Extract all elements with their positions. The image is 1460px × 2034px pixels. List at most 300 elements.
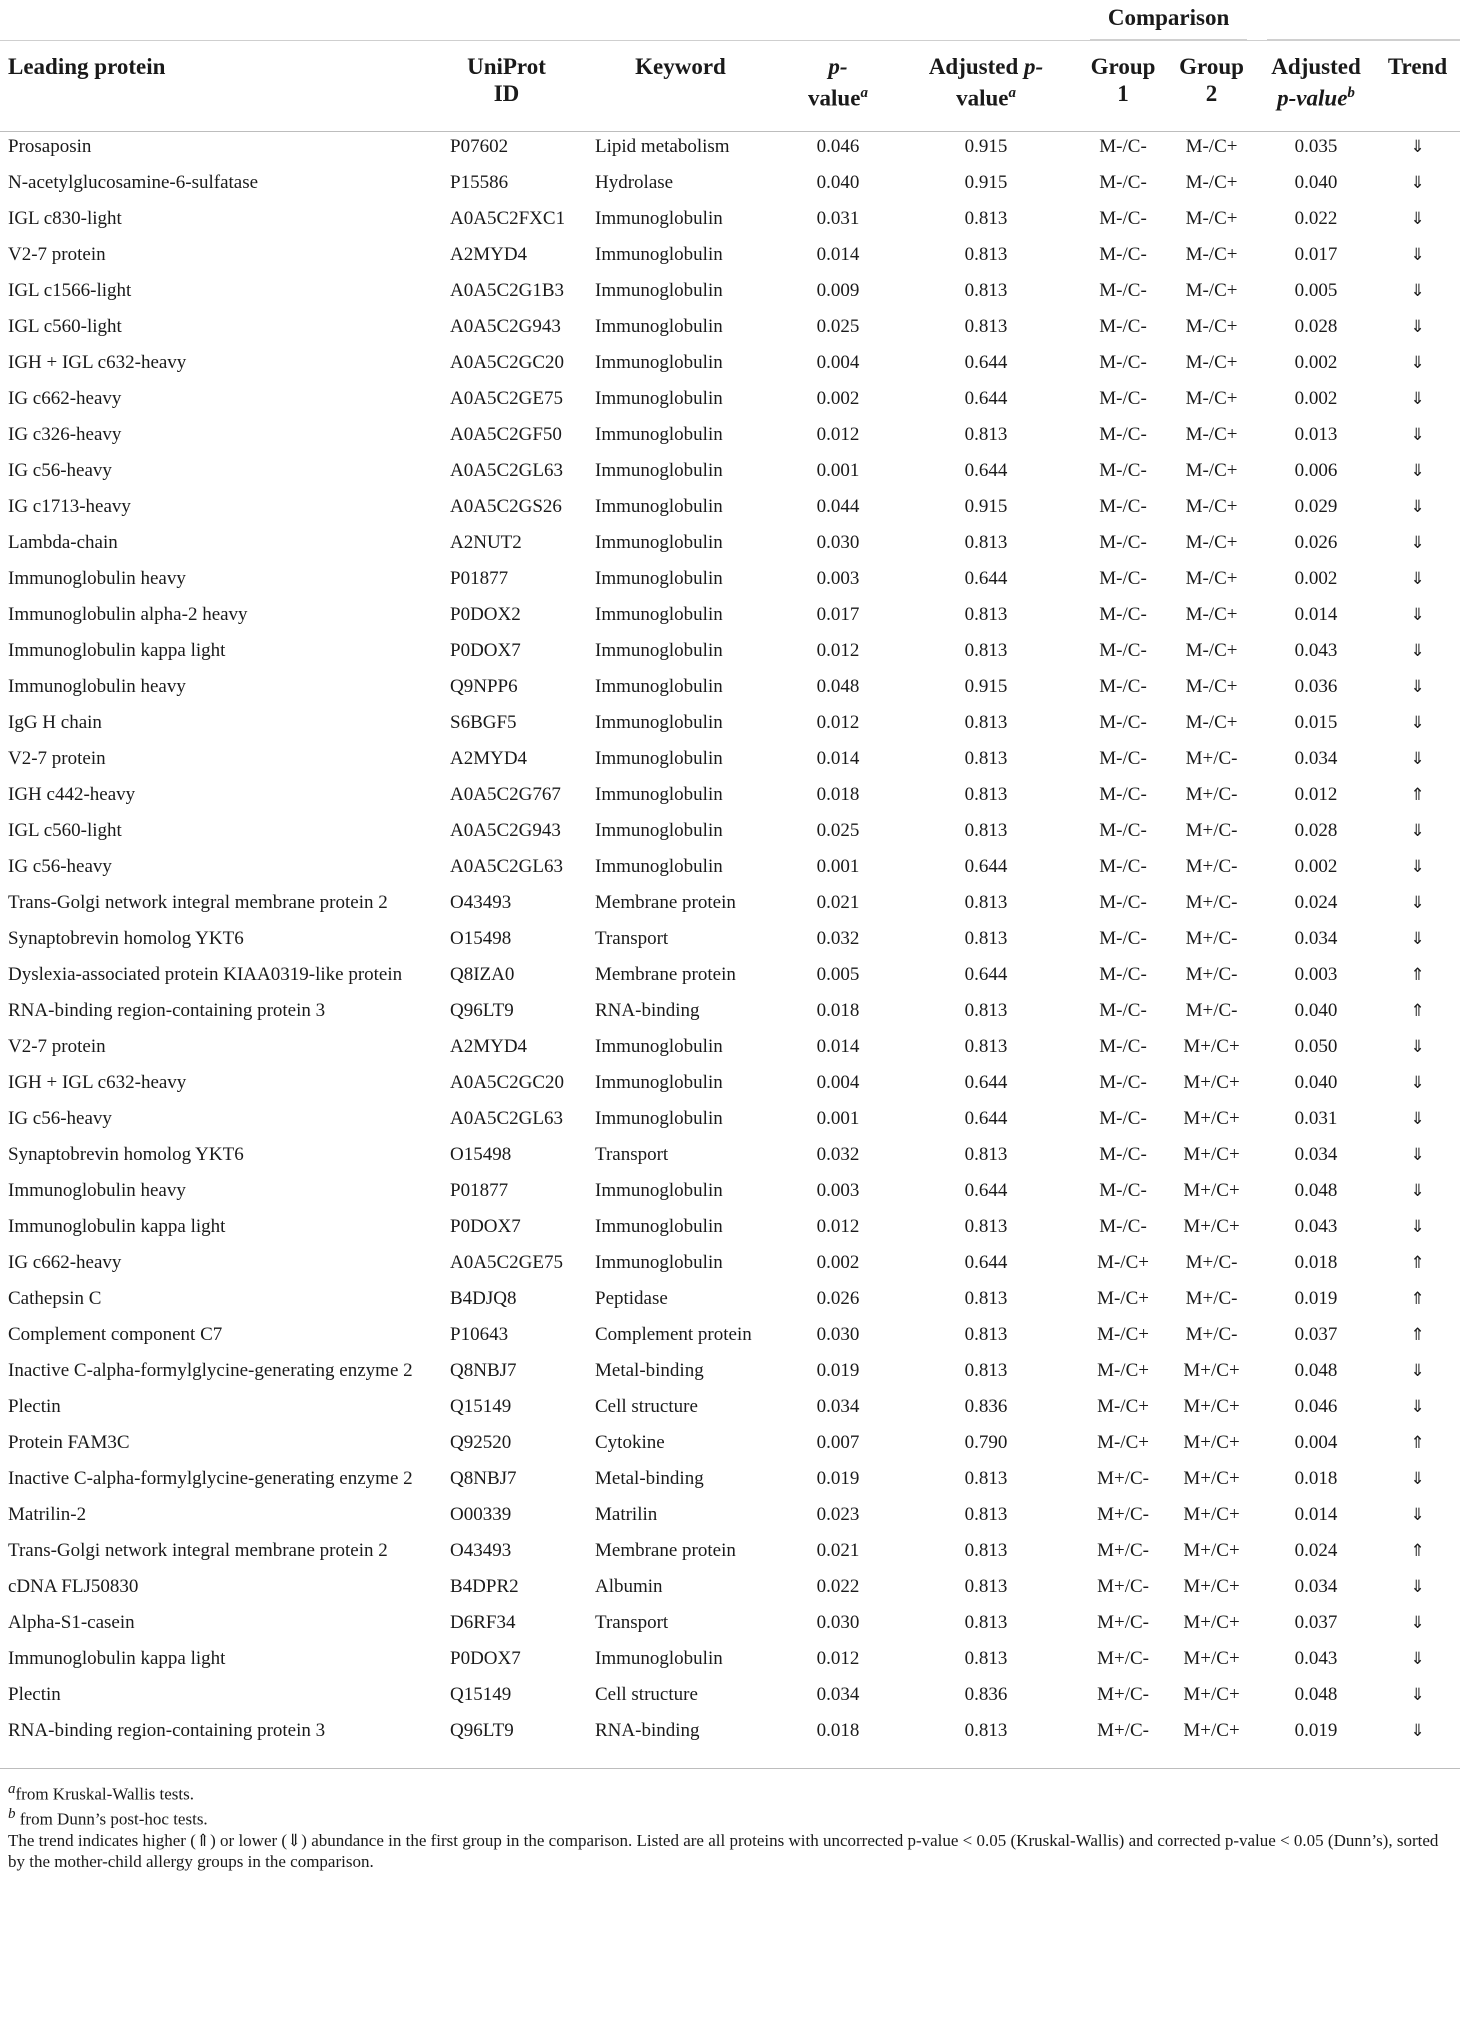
- cell-trend: ⇑: [1410, 784, 1425, 805]
- table-row: [0, 852, 1460, 888]
- cell-uniprot-id: Q96LT9: [450, 1719, 514, 1741]
- cell-keyword: Immunoglobulin: [595, 531, 723, 553]
- cell-protein: Immunoglobulin kappa light: [8, 639, 226, 661]
- cell-keyword: Matrilin: [595, 1503, 658, 1525]
- cell-adjusted-p-value: 0.644: [964, 1071, 1008, 1093]
- cell-group-1: M-/C-: [1099, 1035, 1147, 1057]
- table-row: [0, 1032, 1460, 1068]
- cell-keyword: Immunoglobulin: [595, 1071, 723, 1093]
- cell-adjusted-p-value: 0.813: [964, 603, 1008, 625]
- table-row: [0, 888, 1460, 924]
- cell-group-2: M+/C-: [1185, 891, 1238, 913]
- cell-protein: IGL c830-light: [8, 207, 122, 229]
- cell-p-value: 0.021: [816, 891, 860, 913]
- cell-trend: ⇓: [1410, 280, 1425, 301]
- cell-trend: ⇓: [1410, 316, 1425, 337]
- cell-trend: ⇓: [1410, 137, 1425, 157]
- cell-adjusted-p-value: 0.813: [964, 1215, 1008, 1237]
- table-row: [0, 1248, 1460, 1284]
- table-row: [0, 1104, 1460, 1140]
- cell-group-1: M-/C+: [1097, 1251, 1149, 1273]
- table-row: [0, 348, 1460, 384]
- cell-trend: ⇑: [1410, 1000, 1425, 1021]
- cell-uniprot-id: B4DJQ8: [450, 1287, 517, 1309]
- cell-adjusted-p-value: 0.836: [964, 1395, 1008, 1417]
- cell-trend: ⇓: [1410, 892, 1425, 913]
- cell-group-1: M-/C-: [1099, 855, 1147, 877]
- cell-group-1: M+/C-: [1097, 1539, 1149, 1561]
- cell-uniprot-id: A0A5C2G943: [450, 819, 561, 841]
- cell-adjusted-p-value: 0.813: [964, 315, 1008, 337]
- cell-adjusted-p-value: 0.813: [964, 747, 1008, 769]
- cell-trend: ⇓: [1410, 460, 1425, 481]
- cell-adjusted-p-value: 0.813: [964, 1611, 1008, 1633]
- cell-adjusted-p-value: 0.644: [964, 1179, 1008, 1201]
- cell-adjusted-p-value-dunn: 0.006: [1294, 459, 1338, 481]
- cell-p-value: 0.032: [816, 927, 860, 949]
- cell-adjusted-p-value: 0.915: [964, 675, 1008, 697]
- table-row: [0, 780, 1460, 816]
- cell-protein: Inactive C-alpha-formylglycine-generating enzyme 2: [8, 1359, 413, 1381]
- cell-trend: ⇓: [1410, 748, 1425, 769]
- cell-group-2: M+/C-: [1185, 999, 1238, 1021]
- cell-adjusted-p-value: 0.813: [964, 1575, 1008, 1597]
- cell-uniprot-id: A0A5C2GC20: [450, 351, 565, 373]
- cell-group-1: M+/C-: [1097, 1719, 1149, 1741]
- cell-adjusted-p-value-dunn: 0.019: [1294, 1719, 1338, 1741]
- col-group-2: Group 2: [1166, 41, 1257, 132]
- cell-adjusted-p-value: 0.813: [964, 423, 1008, 445]
- cell-group-1: M-/C-: [1099, 243, 1147, 265]
- cell-keyword: Membrane protein: [595, 1539, 736, 1561]
- cell-p-value: 0.003: [816, 1179, 860, 1201]
- cell-trend: ⇓: [1410, 1648, 1425, 1669]
- cell-protein: RNA-binding region-containing protein 3: [8, 1719, 326, 1741]
- cell-uniprot-id: O15498: [450, 1143, 512, 1165]
- cell-group-2: M+/C+: [1183, 1683, 1240, 1705]
- cell-group-2: M+/C-: [1185, 747, 1238, 769]
- cell-group-2: M-/C+: [1185, 171, 1238, 193]
- cell-adjusted-p-value: 0.915: [964, 171, 1008, 193]
- cell-adjusted-p-value-dunn: 0.018: [1294, 1251, 1338, 1273]
- cell-uniprot-id: Q8IZA0: [450, 963, 515, 985]
- cell-group-2: M-/C+: [1185, 351, 1238, 373]
- cell-protein: Immunoglobulin heavy: [8, 675, 186, 697]
- cell-adjusted-p-value: 0.813: [964, 783, 1008, 805]
- cell-uniprot-id: P0DOX2: [450, 603, 521, 625]
- cell-group-2: M-/C+: [1185, 459, 1238, 481]
- comparison-group-header: Comparison: [1080, 0, 1257, 41]
- cell-trend: ⇓: [1410, 1216, 1425, 1237]
- cell-trend: ⇑: [1410, 1432, 1425, 1453]
- cell-keyword: Transport: [595, 927, 669, 949]
- cell-uniprot-id: A0A5C2GE75: [450, 387, 563, 409]
- cell-p-value: 0.018: [816, 999, 860, 1021]
- cell-group-2: M+/C+: [1183, 1719, 1240, 1741]
- cell-protein: Trans-Golgi network integral membrane protein 2: [8, 891, 388, 913]
- cell-group-1: M-/C-: [1099, 1107, 1147, 1129]
- cell-group-1: M-/C-: [1099, 387, 1147, 409]
- cell-p-value: 0.032: [816, 1143, 860, 1165]
- cell-adjusted-p-value-dunn: 0.034: [1294, 747, 1338, 769]
- cell-keyword: Immunoglobulin: [595, 279, 723, 301]
- cell-protein: IGH + IGL c632-heavy: [8, 1071, 187, 1093]
- cell-adjusted-p-value: 0.813: [964, 1539, 1008, 1561]
- cell-p-value: 0.001: [816, 1107, 860, 1129]
- cell-adjusted-p-value: 0.644: [964, 459, 1008, 481]
- cell-uniprot-id: Q8NBJ7: [450, 1467, 517, 1489]
- table-row: [0, 636, 1460, 672]
- cell-group-1: M-/C-: [1099, 639, 1147, 661]
- cell-group-1: M-/C-: [1099, 783, 1147, 805]
- cell-p-value: 0.031: [816, 207, 860, 229]
- cell-group-1: M-/C-: [1099, 423, 1147, 445]
- cell-group-1: M-/C-: [1099, 207, 1147, 229]
- cell-p-value: 0.009: [816, 279, 860, 301]
- cell-group-2: M-/C+: [1185, 531, 1238, 553]
- cell-keyword: Immunoglobulin: [595, 315, 723, 337]
- table-row: [0, 456, 1460, 492]
- cell-keyword: Immunoglobulin: [595, 639, 723, 661]
- cell-p-value: 0.004: [816, 1071, 860, 1093]
- cell-protein: N-acetylglucosamine-6-sulfatase: [8, 171, 259, 193]
- cell-adjusted-p-value: 0.790: [964, 1431, 1008, 1453]
- cell-adjusted-p-value: 0.644: [964, 1107, 1008, 1129]
- table-row: [0, 1428, 1460, 1464]
- cell-group-2: M+/C+: [1183, 1071, 1240, 1093]
- table-row: [0, 1572, 1460, 1608]
- cell-uniprot-id: A0A5C2GF50: [450, 423, 562, 445]
- table-row: [0, 1536, 1460, 1572]
- cell-p-value: 0.017: [816, 603, 860, 625]
- table-row: [0, 1680, 1460, 1716]
- cell-p-value: 0.014: [816, 243, 860, 265]
- cell-group-1: M-/C-: [1099, 711, 1147, 733]
- cell-adjusted-p-value: 0.644: [964, 963, 1008, 985]
- cell-p-value: 0.012: [816, 711, 860, 733]
- cell-adjusted-p-value: 0.813: [964, 1287, 1008, 1309]
- cell-group-1: M+/C-: [1097, 1467, 1149, 1489]
- cell-trend: ⇓: [1410, 1504, 1425, 1525]
- cell-p-value: 0.034: [816, 1683, 860, 1705]
- cell-adjusted-p-value-dunn: 0.040: [1294, 999, 1338, 1021]
- cell-keyword: Transport: [595, 1143, 669, 1165]
- cell-group-2: M-/C+: [1185, 423, 1238, 445]
- table-row: [0, 204, 1460, 240]
- cell-group-1: M-/C-: [1099, 675, 1147, 697]
- cell-uniprot-id: Q15149: [450, 1395, 512, 1417]
- cell-protein: Immunoglobulin kappa light: [8, 1647, 226, 1669]
- cell-group-2: M+/C+: [1183, 1467, 1240, 1489]
- cell-adjusted-p-value: 0.915: [964, 136, 1008, 157]
- cell-trend: ⇓: [1410, 1036, 1425, 1057]
- table-row: [0, 996, 1460, 1032]
- cell-keyword: RNA-binding: [595, 1719, 700, 1741]
- cell-trend: ⇓: [1410, 604, 1425, 625]
- cell-keyword: Lipid metabolism: [595, 136, 730, 157]
- table-row: [0, 1212, 1460, 1248]
- cell-adjusted-p-value: 0.813: [964, 711, 1008, 733]
- cell-trend: ⇓: [1410, 640, 1425, 661]
- cell-p-value: 0.025: [816, 819, 860, 841]
- table-row: [0, 1644, 1460, 1680]
- cell-group-1: M-/C-: [1099, 999, 1147, 1021]
- cell-p-value: 0.019: [816, 1467, 860, 1489]
- table-row: [0, 1608, 1460, 1644]
- cell-uniprot-id: P0DOX7: [450, 639, 521, 661]
- cell-trend: ⇓: [1410, 1144, 1425, 1165]
- cell-uniprot-id: A0A5C2GE75: [450, 1251, 563, 1273]
- cell-uniprot-id: A0A5C2GC20: [450, 1071, 565, 1093]
- cell-protein: V2-7 protein: [8, 747, 106, 769]
- cell-adjusted-p-value: 0.813: [964, 1503, 1008, 1525]
- cell-trend: ⇓: [1410, 928, 1425, 949]
- cell-uniprot-id: B4DPR2: [450, 1575, 519, 1597]
- cell-protein: IG c1713-heavy: [8, 495, 131, 517]
- cell-group-1: M-/C-: [1099, 603, 1147, 625]
- table-row: [0, 1140, 1460, 1176]
- cell-protein: IG c56-heavy: [8, 1107, 112, 1129]
- col-p-value: p- value$^a$: [784, 41, 892, 132]
- cell-adjusted-p-value-dunn: 0.048: [1294, 1359, 1338, 1381]
- cell-keyword: Immunoglobulin: [595, 783, 723, 805]
- cell-group-2: M+/C-: [1185, 1323, 1238, 1345]
- cell-uniprot-id: A2MYD4: [450, 243, 528, 265]
- cell-group-1: M-/C+: [1097, 1431, 1149, 1453]
- cell-protein: Lambda-chain: [8, 531, 118, 553]
- cell-p-value: 0.012: [816, 639, 860, 661]
- cell-trend: ⇓: [1410, 1072, 1425, 1093]
- cell-keyword: Immunoglobulin: [595, 495, 723, 517]
- cell-adjusted-p-value-dunn: 0.019: [1294, 1287, 1338, 1309]
- cell-adjusted-p-value: 0.915: [964, 495, 1008, 517]
- cell-keyword: Immunoglobulin: [595, 1215, 723, 1237]
- cell-uniprot-id: A2MYD4: [450, 747, 528, 769]
- cell-group-1: M+/C-: [1097, 1647, 1149, 1669]
- cell-adjusted-p-value: 0.813: [964, 891, 1008, 913]
- cell-uniprot-id: O15498: [450, 927, 512, 949]
- cell-trend: ⇑: [1410, 1288, 1425, 1309]
- cell-protein: IG c662-heavy: [8, 387, 122, 409]
- cell-keyword: Immunoglobulin: [595, 1107, 723, 1129]
- cell-trend: ⇓: [1410, 568, 1425, 589]
- cell-adjusted-p-value: 0.813: [964, 1467, 1008, 1489]
- cell-uniprot-id: P01877: [450, 1179, 509, 1201]
- col-adjusted-p-value: Adjusted p- value$^a$: [892, 41, 1080, 132]
- cell-group-1: M-/C-: [1099, 819, 1147, 841]
- cell-protein: Plectin: [8, 1395, 61, 1417]
- cell-p-value: 0.034: [816, 1395, 860, 1417]
- cell-group-1: M+/C-: [1097, 1683, 1149, 1705]
- cell-adjusted-p-value-dunn: 0.028: [1294, 315, 1338, 337]
- cell-protein: cDNA FLJ50830: [8, 1575, 139, 1597]
- cell-trend: ⇓: [1410, 244, 1425, 265]
- cell-uniprot-id: Q96LT9: [450, 999, 514, 1021]
- cell-p-value: 0.040: [816, 171, 860, 193]
- cell-keyword: Hydrolase: [595, 171, 674, 193]
- cell-keyword: Immunoglobulin: [595, 675, 723, 697]
- table-row: [0, 1284, 1460, 1320]
- cell-protein: Complement component C7: [8, 1323, 223, 1345]
- cell-p-value: 0.030: [816, 1611, 860, 1633]
- cell-adjusted-p-value-dunn: 0.029: [1294, 495, 1338, 517]
- table-row: [0, 924, 1460, 960]
- cell-group-2: M+/C+: [1183, 1179, 1240, 1201]
- cell-p-value: 0.026: [816, 1287, 860, 1309]
- cell-protein: Immunoglobulin heavy: [8, 1179, 186, 1201]
- cell-adjusted-p-value: 0.813: [964, 243, 1008, 265]
- cell-protein: Dyslexia-associated protein KIAA0319-like protein: [8, 963, 403, 985]
- cell-adjusted-p-value-dunn: 0.037: [1294, 1323, 1338, 1345]
- cell-protein: IGL c560-light: [8, 315, 122, 337]
- cell-adjusted-p-value-dunn: 0.002: [1294, 351, 1338, 373]
- cell-group-1: M+/C-: [1097, 1611, 1149, 1633]
- cell-group-2: M-/C+: [1185, 711, 1238, 733]
- cell-group-1: M+/C-: [1097, 1575, 1149, 1597]
- cell-uniprot-id: O43493: [450, 1539, 512, 1561]
- cell-p-value: 0.001: [816, 855, 860, 877]
- cell-adjusted-p-value-dunn: 0.024: [1294, 1539, 1338, 1561]
- cell-trend: ⇓: [1410, 1108, 1425, 1129]
- cell-uniprot-id: P10643: [450, 1323, 509, 1345]
- cell-adjusted-p-value-dunn: 0.022: [1294, 207, 1338, 229]
- cell-p-value: 0.023: [816, 1503, 860, 1525]
- cell-group-1: M-/C-: [1099, 1179, 1147, 1201]
- cell-adjusted-p-value-dunn: 0.005: [1294, 279, 1338, 301]
- cell-group-1: M-/C-: [1099, 531, 1147, 553]
- cell-adjusted-p-value-dunn: 0.034: [1294, 1575, 1338, 1597]
- cell-trend: ⇓: [1410, 172, 1425, 193]
- cell-group-1: M-/C-: [1099, 279, 1147, 301]
- cell-keyword: Membrane protein: [595, 891, 736, 913]
- table-row: [0, 528, 1460, 564]
- cell-adjusted-p-value: 0.813: [964, 927, 1008, 949]
- cell-group-1: M+/C-: [1097, 1503, 1149, 1525]
- cell-keyword: Immunoglobulin: [595, 567, 723, 589]
- cell-keyword: Immunoglobulin: [595, 1251, 723, 1273]
- cell-uniprot-id: O43493: [450, 891, 512, 913]
- col-trend: Trend: [1375, 41, 1460, 132]
- cell-p-value: 0.012: [816, 1647, 860, 1669]
- cell-group-1: M-/C-: [1099, 747, 1147, 769]
- cell-adjusted-p-value-dunn: 0.048: [1294, 1683, 1338, 1705]
- cell-keyword: Immunoglobulin: [595, 423, 723, 445]
- cell-protein: Plectin: [8, 1683, 61, 1705]
- cell-group-1: M-/C+: [1097, 1287, 1149, 1309]
- cell-uniprot-id: Q92520: [450, 1431, 512, 1453]
- cell-trend: ⇓: [1410, 388, 1425, 409]
- cell-p-value: 0.044: [816, 495, 860, 517]
- cell-group-2: M+/C+: [1183, 1539, 1240, 1561]
- table-row: [0, 672, 1460, 708]
- cell-adjusted-p-value-dunn: 0.014: [1294, 1503, 1338, 1525]
- cell-trend: ⇓: [1410, 1468, 1425, 1489]
- cell-adjusted-p-value-dunn: 0.014: [1294, 603, 1338, 625]
- cell-protein: IGH c442-heavy: [8, 783, 136, 805]
- cell-group-2: M+/C+: [1183, 1215, 1240, 1237]
- cell-group-1: M-/C-: [1099, 927, 1147, 949]
- table-row: [0, 276, 1460, 312]
- cell-trend: ⇓: [1410, 856, 1425, 877]
- cell-adjusted-p-value-dunn: 0.012: [1294, 783, 1338, 805]
- table-row: [0, 1500, 1460, 1536]
- table-row: [0, 564, 1460, 600]
- cell-adjusted-p-value: 0.813: [964, 999, 1008, 1021]
- cell-p-value: 0.022: [816, 1575, 860, 1597]
- footnote-trend: The trend indicates higher (⇑) or lower (⇓) abundance in the first group in the comparison. Listed are all proteins with uncorrected p-value < 0.05 (Kruskal-Wallis) and corrected p-value < 0.05 (Dunn’s), sorted by the mother-child allergy groups in the comparison.: [8, 1830, 1439, 1871]
- cell-keyword: Peptidase: [595, 1287, 668, 1309]
- cell-protein: IG c662-heavy: [8, 1251, 122, 1273]
- cell-uniprot-id: S6BGF5: [450, 711, 517, 733]
- cell-p-value: 0.005: [816, 963, 860, 985]
- cell-uniprot-id: P15586: [450, 171, 509, 193]
- cell-trend: ⇑: [1410, 1252, 1425, 1273]
- table-row: [0, 132, 1460, 168]
- cell-keyword: Immunoglobulin: [595, 603, 723, 625]
- table-row: [0, 1068, 1460, 1104]
- cell-trend: ⇓: [1410, 820, 1425, 841]
- cell-adjusted-p-value: 0.644: [964, 567, 1008, 589]
- table-row: [0, 1176, 1460, 1212]
- cell-p-value: 0.001: [816, 459, 860, 481]
- cell-group-2: M-/C+: [1185, 279, 1238, 301]
- cell-uniprot-id: P0DOX7: [450, 1647, 521, 1669]
- cell-uniprot-id: A2NUT2: [450, 531, 522, 553]
- cell-adjusted-p-value-dunn: 0.036: [1294, 675, 1338, 697]
- cell-group-1: M-/C+: [1097, 1359, 1149, 1381]
- cell-keyword: Immunoglobulin: [595, 243, 723, 265]
- cell-p-value: 0.019: [816, 1359, 860, 1381]
- cell-protein: Immunoglobulin kappa light: [8, 1215, 226, 1237]
- cell-adjusted-p-value: 0.644: [964, 387, 1008, 409]
- table-row: [0, 1356, 1460, 1392]
- cell-keyword: Cell structure: [595, 1683, 698, 1705]
- table-row: [0, 384, 1460, 420]
- cell-adjusted-p-value-dunn: 0.017: [1294, 243, 1338, 265]
- cell-adjusted-p-value-dunn: 0.040: [1294, 171, 1338, 193]
- cell-adjusted-p-value-dunn: 0.002: [1294, 567, 1338, 589]
- cell-group-2: M-/C+: [1185, 243, 1238, 265]
- cell-group-2: M-/C+: [1185, 567, 1238, 589]
- cell-trend: ⇓: [1410, 1684, 1425, 1705]
- cell-group-1: M-/C+: [1097, 1395, 1149, 1417]
- cell-group-2: M+/C+: [1183, 1395, 1240, 1417]
- cell-adjusted-p-value-dunn: 0.024: [1294, 891, 1338, 913]
- cell-protein: Cathepsin C: [8, 1287, 102, 1309]
- cell-protein: Trans-Golgi network integral membrane protein 2: [8, 1539, 388, 1561]
- cell-uniprot-id: A0A5C2G767: [450, 783, 561, 805]
- cell-trend: ⇓: [1410, 676, 1425, 697]
- cell-uniprot-id: A0A5C2GS26: [450, 495, 562, 517]
- cell-protein: Immunoglobulin heavy: [8, 567, 186, 589]
- cell-p-value: 0.021: [816, 1539, 860, 1561]
- cell-keyword: Immunoglobulin: [595, 711, 723, 733]
- cell-p-value: 0.018: [816, 783, 860, 805]
- cell-adjusted-p-value: 0.644: [964, 351, 1008, 373]
- cell-adjusted-p-value-dunn: 0.046: [1294, 1395, 1338, 1417]
- cell-uniprot-id: A2MYD4: [450, 1035, 528, 1057]
- cell-adjusted-p-value-dunn: 0.050: [1294, 1035, 1338, 1057]
- cell-adjusted-p-value: 0.813: [964, 1359, 1008, 1381]
- cell-protein: IgG H chain: [8, 711, 102, 733]
- cell-p-value: 0.046: [816, 136, 860, 157]
- cell-trend: ⇓: [1410, 1576, 1425, 1597]
- cell-trend: ⇓: [1410, 1720, 1425, 1741]
- cell-adjusted-p-value: 0.813: [964, 207, 1008, 229]
- cell-adjusted-p-value-dunn: 0.037: [1294, 1611, 1338, 1633]
- footnote-b: $^b$ from Dunn’s post-hoc tests.: [8, 1806, 208, 1829]
- cell-uniprot-id: Q8NBJ7: [450, 1359, 517, 1381]
